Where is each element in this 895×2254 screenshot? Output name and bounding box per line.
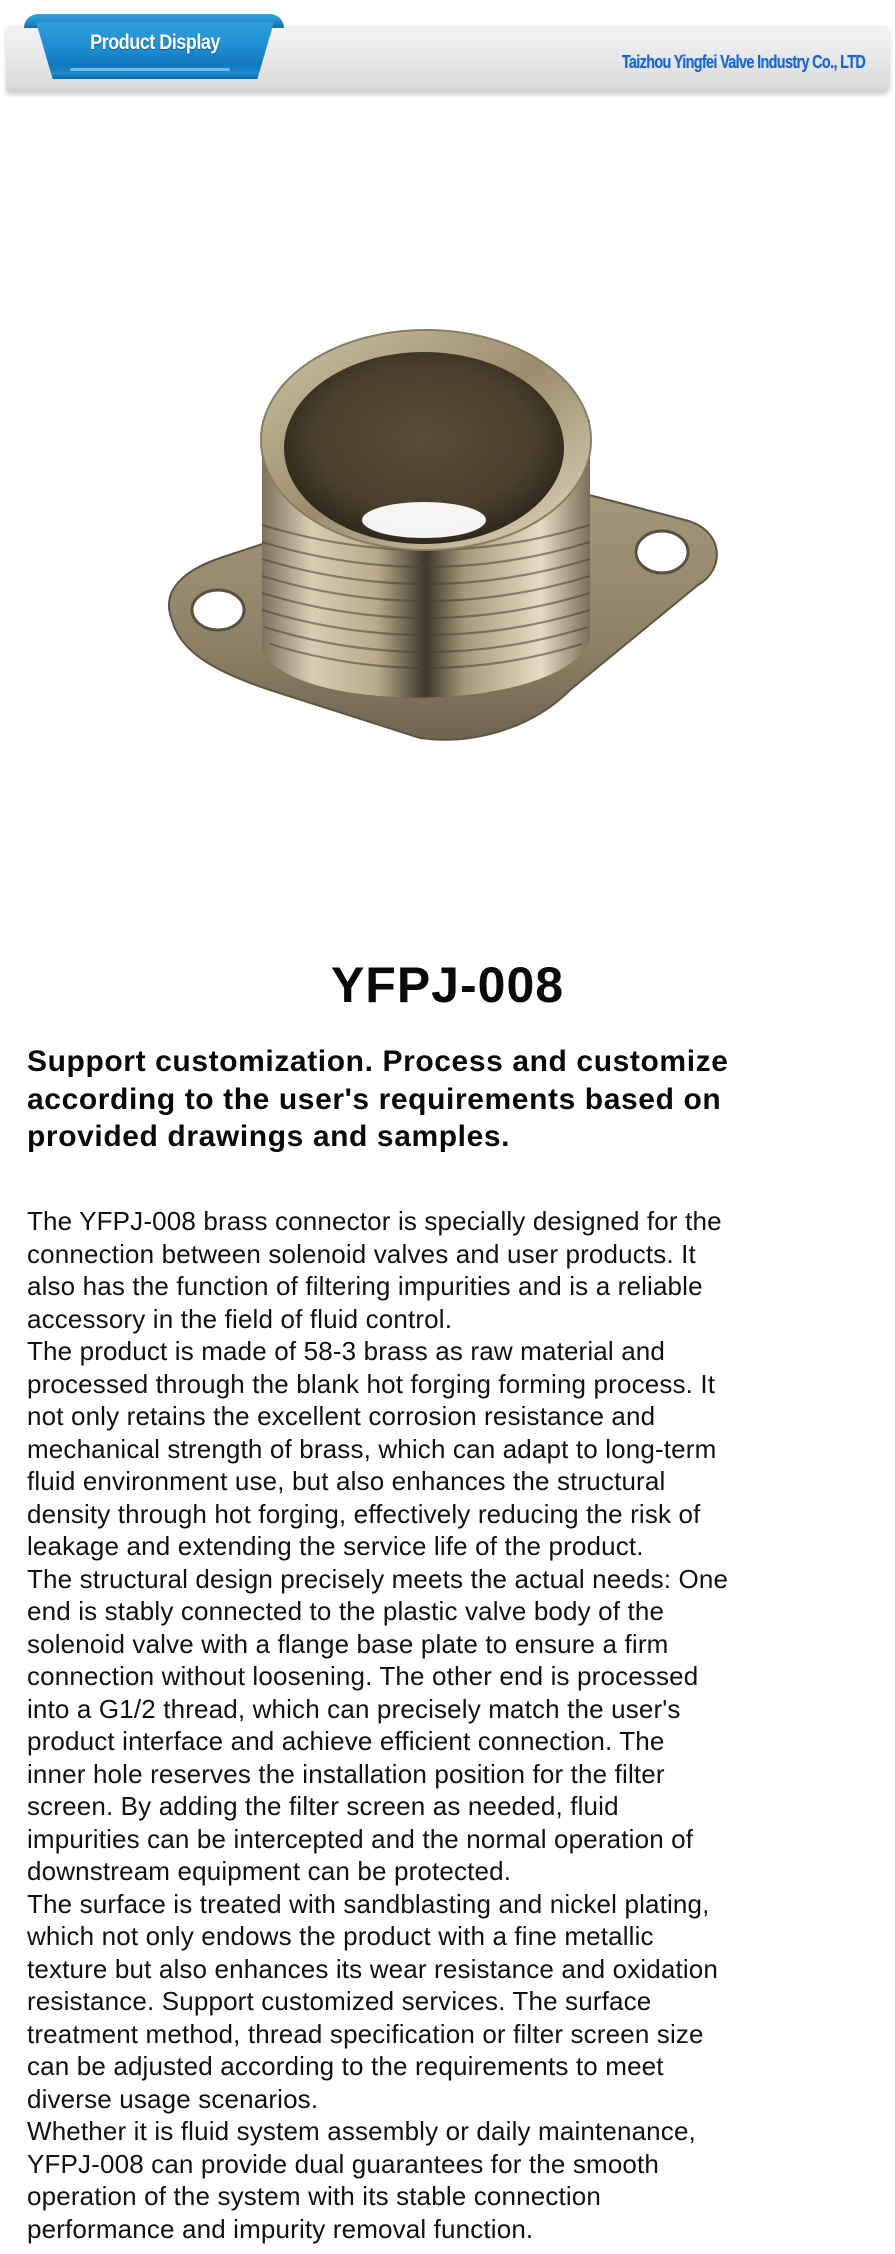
headline-line: Support customization. Process and customize [27,1045,729,1078]
description-line: resistance. Support customized services. The surface [27,1986,652,2016]
description-line: screen. By adding the filter screen as needed, fluid [27,1791,619,1821]
description-line: into a G1/2 thread, which can precisely match the user's [27,1693,681,1724]
ribbon-shine [70,68,230,71]
description-line: end is stably connected to the plastic valve body of the [27,1596,665,1626]
description-line: diverse usage scenarios. [27,2083,319,2114]
product-model-title: YFPJ-008 [330,957,565,1013]
description-line: processed through the blank hot forging forming process. It [27,1368,716,1399]
description-line: The product is made of 58-3 brass as raw material and [27,1336,666,1366]
description-line: Whether it is fluid system assembly or daily maintenance, [27,2116,696,2146]
description-line: YFPJ-008 can provide dual guarantees for the smooth [27,2148,660,2179]
description-line: which not only endows the product with a fine metallic [27,1921,654,1951]
description-line: also has the function of filtering impurities and is a reliable [27,1271,703,1301]
description-line: performance and impurity removal function. [27,2213,534,2244]
description-line: treatment method, thread specification or filter screen size [27,2018,704,2049]
description-line: fluid environment use, but also enhances the structural [27,1466,666,1496]
company-name: Taizhou Yingfei Valve Industry Co., LTD [621,52,865,72]
description-line: connection without loosening. The other end is processed [27,1661,699,1691]
description-line: connection between solenoid valves and user products. It [27,1238,696,1269]
description-line: not only retains the excellent corrosion resistance and [27,1401,656,1431]
header-banner [0,0,895,100]
description-line: texture but also enhances its wear resistance and oxidation [27,1953,719,1984]
description-line: can be adjusted according to the requirements to meet [27,2051,664,2081]
description-line: downstream equipment can be protected. [27,1856,512,1886]
description-line: operation of the system with its stable connection [27,2181,602,2211]
description-line: product interface and achieve efficient connection. The [27,1726,665,1756]
headline-line: according to the user's requirements based on [27,1082,722,1116]
description-line: leakage and extending the service life of the product. [27,1531,644,1561]
product-image [150,320,730,760]
description-line: inner hole reserves the installation position for the filter [27,1758,665,1789]
description-line: solenoid valve with a flange base plate to ensure a firm [27,1628,669,1659]
description-line: The YFPJ-008 brass connector is specially designed for the [27,1206,722,1236]
description-line: density through hot forging, effectively reducing the risk of [27,1498,701,1529]
description-line: The surface is treated with sandblasting and nickel plating, [27,1888,710,1919]
description-line: impurities can be intercepted and the normal operation of [27,1823,694,1854]
description-line: The structural design precisely meets the actual needs: One [27,1563,729,1594]
section-label: Product Display [90,31,220,54]
headline-line: provided drawings and samples. [27,1120,511,1153]
description-line: mechanical strength of brass, which can adapt to long-term [27,1433,717,1464]
customization-headline [27,1043,887,1156]
description-line: accessory in the field of fluid control. [27,1303,453,1334]
product-description [27,1205,887,2245]
